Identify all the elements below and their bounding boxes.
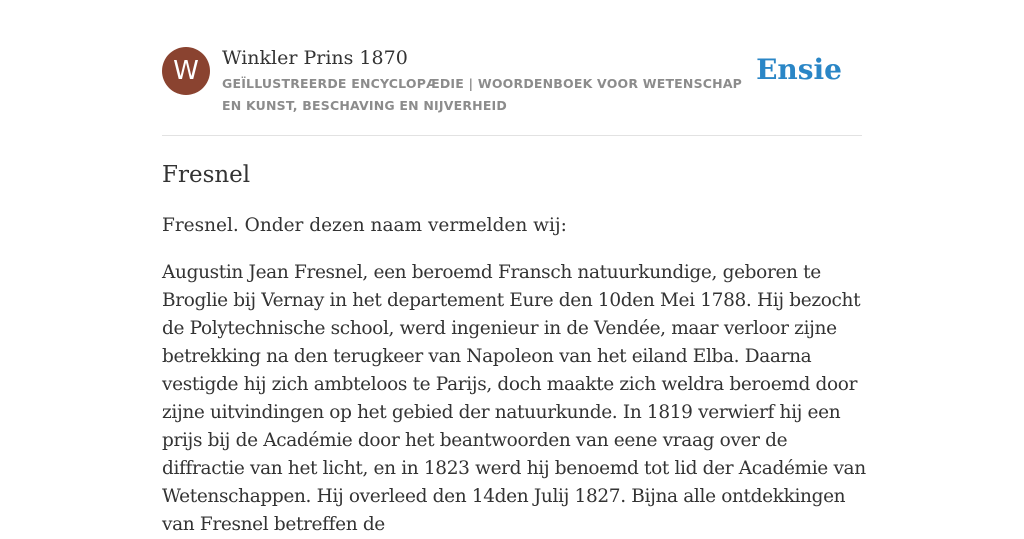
source-header: [162, 46, 862, 116]
header-divider: [162, 135, 862, 136]
article-title: Fresnel: [162, 162, 251, 188]
article-body: Augustin Jean Fresnel, een beroemd Fransch natuurkundige, geboren te Broglie bij Vernay in het departement Eure den 10den Mei 1788. Hij bezocht de Polytechnische school, werd ingenieur in de Vendée, maar verloor zijne betrekking na den terugkeer van Napoleon van het eiland Elba. Daarna vestigde hij zich ambteloos te Parijs, doch maakte zich weldra beroemd door zijne uitvindingen op het gebied der natuurkunde. In 1819 verwierf hij een prijs bij de Académie door het beantwoorden van eene vraag over de diffractie van het licht, en in 1823 werd hij benoemd tot lid der Académie van Wetenschappen. Hij overleed den 14den Julij 1827. Bijna alle ontdekkingen van Fresnel betreffen de: [162, 262, 866, 535]
source-avatar[interactable]: W: [162, 47, 210, 95]
source-title[interactable]: Winkler Prins 1870: [222, 47, 408, 69]
source-subtitle: GEÏLLUSTREERDE ENCYCLOPÆDIE | WOORDENBOEK VOOR WETENSCHAP EN KUNST, BESCHAVING EN NIJVERHEID: [222, 76, 743, 113]
ensie-logo[interactable]: Ensie: [756, 53, 842, 86]
article-intro: Fresnel. Onder dezen naam vermelden wij:: [162, 215, 567, 236]
